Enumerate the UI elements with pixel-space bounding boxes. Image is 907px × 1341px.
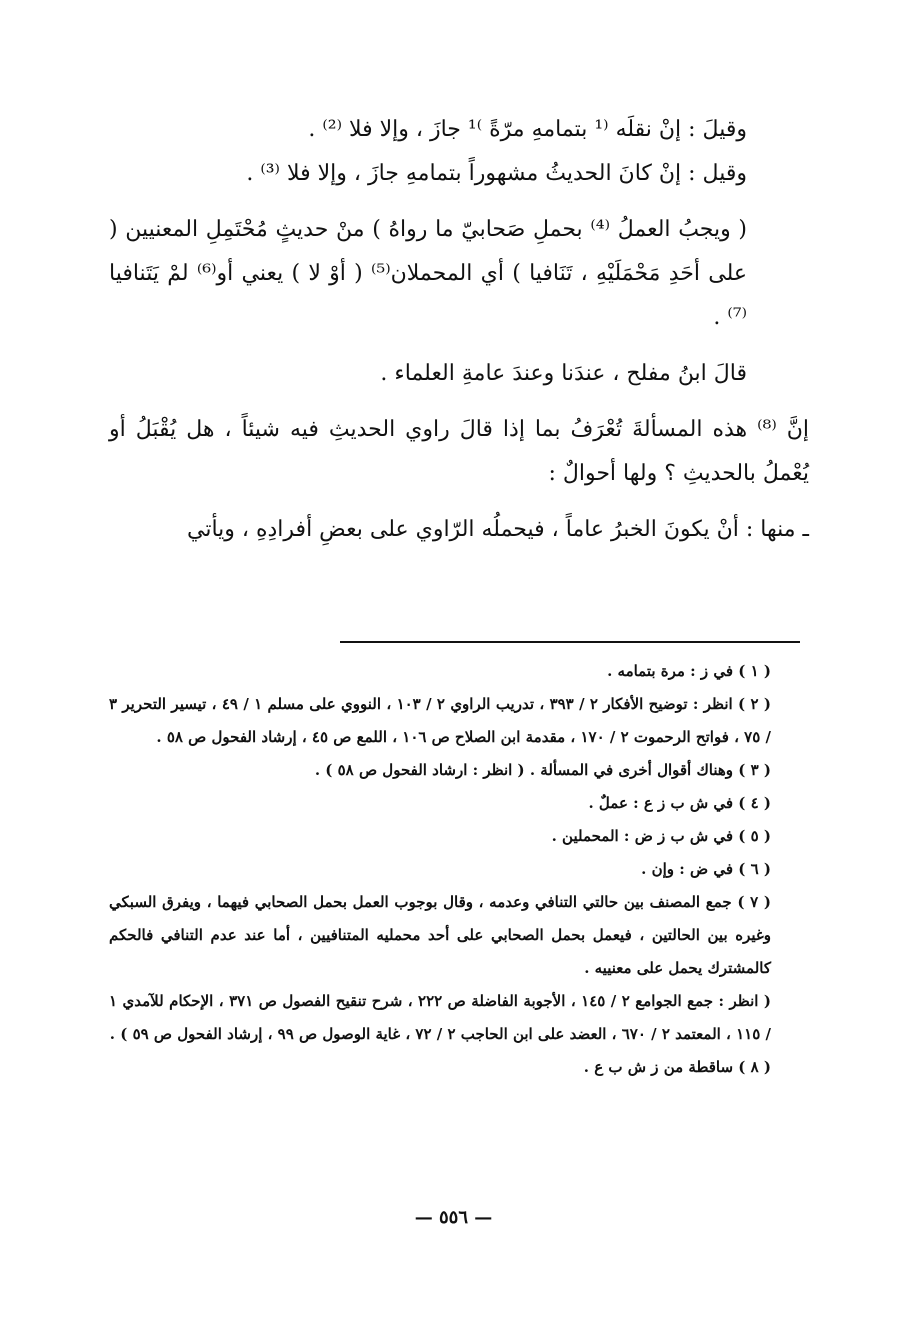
main-text [109, 108, 809, 552]
paragraph: إنَّ ⁽⁸⁾ هذه المسألةَ تُعْرَفُ بما إذا قالَ راوي الحديثِ فيه شيئاً ، هل يُقْبَلُ أو يُعْملُ بالحديثِ ؟ ولها أحوالٌ : [109, 417, 809, 486]
paragraph: ( ويجبُ العملُ ⁽⁴⁾ بحملِ صَحابيّ ما رواهُ ) منْ حديثٍ مُحْتَمِلِ المعنيين ( على أحَدِ مَحْمَلَيْهِ ، تَنَافيا ) أي المحملان⁽⁵⁾ ( أوْ لا ) يعني أو⁽⁶⁾ لمْ يَتَنافيا ⁽⁷⁾ . [109, 217, 748, 330]
footnote: ( انظر : جمع الجوامع ٢ / ١٤٥ ، الأجوبة الفاضلة ص ٢٢٢ ، شرح تنقيح الفصول ص ٣٧١ ، الإحكام للآمدي ١ / ١١٥ ، المعتمد ٢ / ٦٧٠ ، العضد على ابن الحاجب ٢ / ٧٢ ، غاية الوصول ص ٩٩ ، إرشاد الفحول ص ٥٩ ) . [109, 992, 771, 1043]
footnote-separator [340, 641, 800, 643]
footnote: ( ٥ ) في ش ب ز ض : المحملين . [551, 827, 771, 845]
footnote: ( ١ ) في ز : مرة بتمامه . [607, 662, 771, 680]
footnote: ( ٤ ) في ش ب ز ع : عملٌ . [588, 794, 771, 812]
footnote: ( ٨ ) ساقطة من ز ش ب ع . [583, 1058, 771, 1076]
footnote: ( ٢ ) انظر : توضيح الأفكار ٢ / ٣٩٣ ، تدريب الراوي ٢ / ١٠٣ ، النووي على مسلم ١ / ٤٩ ، تيسير التحرير ٣ / ٧٥ ، فواتح الرحموت ٢ / ١٧٠ ، مقدمة ابن الصلاح ص ١٠٦ ، اللمع ص ٤٥ ، إرشاد الفحول ص ٥٨ . [109, 695, 771, 746]
paragraph: وقيلَ : إنْ نقلَه ⁽¹ بتمامهِ مرّةً ⁾¹ جازَ ، وإلا فلا ⁽²⁾ . [308, 117, 747, 142]
page-number: — ٥٥٦ — [414, 1207, 493, 1228]
paragraph: وقيل : إنْ كانَ الحديثُ مشهوراً بتمامهِ جازَ ، وإلا فلا ⁽³⁾ . [246, 161, 747, 186]
footnotes [109, 655, 809, 1084]
paragraph: قالَ ابنُ مفلح ، عندَنا وعندَ عامةِ العلماء . [380, 361, 747, 386]
footnote: ( ٧ ) جمع المصنف بين حالتي التنافي وعدمه ، وقال بوجوب العمل بحمل الصحابي فيهما ، ويفرق السبكي وغيره بين الحالتين ، فيعمل بحمل الصحابي على أحد محمليه المتنافيين ، أما عند عدم التنافي فالحكم كالمشترك يحمل على معنييه . [109, 893, 771, 977]
footnote: ( ٣ ) وهناك أقوال أخرى في المسألة . ( انظر : ارشاد الفحول ص ٥٨ ) . [314, 761, 771, 779]
footnote: ( ٦ ) في ض : وإن . [641, 860, 771, 878]
paragraph: ـ منها : أنْ يكونَ الخبرُ عاماً ، فيحملُه الرّاوي على بعضِ أفرادِهِ ، ويأتي [186, 517, 809, 542]
